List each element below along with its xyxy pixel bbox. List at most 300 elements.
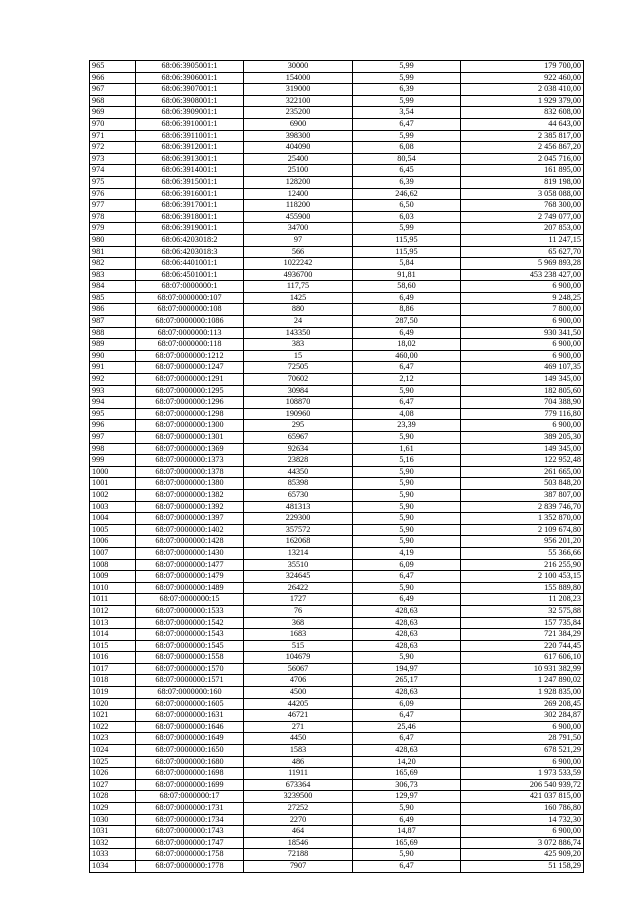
cadastral-number: 68:07:0000000:1430 [136, 547, 244, 559]
row-number: 987 [90, 316, 136, 328]
table-row [90, 443, 584, 455]
cadastral-number: 68:07:0000000:1571 [136, 675, 244, 687]
cadastral-number: 68:06:3907001:1 [136, 84, 244, 96]
table-row [90, 837, 584, 849]
rate-cell: 6,49 [353, 594, 461, 606]
value-cell: 387 807,00 [461, 489, 584, 501]
row-number: 986 [90, 304, 136, 316]
table-row [90, 432, 584, 444]
document-page [89, 60, 583, 873]
rate-cell: 6,49 [353, 814, 461, 826]
table-row [90, 142, 584, 154]
cadastral-number: 68:07:0000000:1212 [136, 350, 244, 362]
table-row [90, 200, 584, 212]
table-row [90, 258, 584, 270]
rate-cell: 115,95 [353, 246, 461, 258]
rate-cell: 80,54 [353, 153, 461, 165]
area-cell: 229300 [244, 513, 353, 525]
area-cell: 1425 [244, 292, 353, 304]
rate-cell: 6,39 [353, 176, 461, 188]
area-cell: 464 [244, 826, 353, 838]
value-cell: 956 201,20 [461, 536, 584, 548]
value-cell: 1 247 890,02 [461, 675, 584, 687]
value-cell: 832 608,00 [461, 107, 584, 119]
table-row [90, 130, 584, 142]
row-number: 998 [90, 443, 136, 455]
value-cell: 149 345,00 [461, 443, 584, 455]
cadastral-number: 68:07:0000000:1378 [136, 466, 244, 478]
rate-cell: 5,90 [353, 501, 461, 513]
cadastral-number: 68:07:0000000:1605 [136, 698, 244, 710]
area-cell: 85398 [244, 478, 353, 490]
rate-cell: 428,63 [353, 605, 461, 617]
rate-cell: 23,39 [353, 420, 461, 432]
rate-cell: 6,09 [353, 559, 461, 571]
value-cell: 160 786,80 [461, 803, 584, 815]
cadastral-number: 68:07:0000000:1298 [136, 408, 244, 420]
value-cell: 7 800,00 [461, 304, 584, 316]
table-row [90, 814, 584, 826]
table-row [90, 327, 584, 339]
table-row [90, 652, 584, 664]
rate-cell: 194,97 [353, 663, 461, 675]
row-number: 1025 [90, 756, 136, 768]
value-cell: 157 735,84 [461, 617, 584, 629]
row-number: 982 [90, 258, 136, 270]
value-cell: 6 900,00 [461, 350, 584, 362]
area-cell: 11911 [244, 768, 353, 780]
area-cell: 455900 [244, 211, 353, 223]
row-number: 996 [90, 420, 136, 432]
cadastral-number: 68:07:0000000:1369 [136, 443, 244, 455]
row-number: 1014 [90, 629, 136, 641]
cadastral-number: 68:07:0000000:1392 [136, 501, 244, 513]
value-cell: 6 900,00 [461, 756, 584, 768]
table-row [90, 466, 584, 478]
cadastral-number: 68:07:0000000:1778 [136, 860, 244, 872]
rate-cell: 6,47 [353, 362, 461, 374]
area-cell: 566 [244, 246, 353, 258]
table-row [90, 455, 584, 467]
area-cell: 15 [244, 350, 353, 362]
area-cell: 880 [244, 304, 353, 316]
table-row [90, 95, 584, 107]
value-cell: 5 969 893,28 [461, 258, 584, 270]
cadastral-number: 68:07:0000000:1650 [136, 745, 244, 757]
table-row [90, 768, 584, 780]
area-cell: 12400 [244, 188, 353, 200]
row-number: 1005 [90, 524, 136, 536]
cadastral-number: 68:07:0000000:1397 [136, 513, 244, 525]
row-number: 973 [90, 153, 136, 165]
table-row [90, 571, 584, 583]
row-number: 983 [90, 269, 136, 281]
value-cell: 1 929 379,00 [461, 95, 584, 107]
rate-cell: 5,90 [353, 652, 461, 664]
cadastral-number: 68:06:3917001:1 [136, 200, 244, 212]
table-row [90, 745, 584, 757]
area-cell: 118200 [244, 200, 353, 212]
row-number: 974 [90, 165, 136, 177]
value-cell: 51 158,29 [461, 860, 584, 872]
value-cell: 6 900,00 [461, 339, 584, 351]
area-cell: 56067 [244, 663, 353, 675]
cadastral-number: 68:07:0000000:1631 [136, 710, 244, 722]
value-cell: 819 198,00 [461, 176, 584, 188]
value-cell: 6 900,00 [461, 721, 584, 733]
area-cell: 1683 [244, 629, 353, 641]
area-cell: 319000 [244, 84, 353, 96]
table-row [90, 84, 584, 96]
row-number: 991 [90, 362, 136, 374]
area-cell: 162068 [244, 536, 353, 548]
row-number: 1007 [90, 547, 136, 559]
cadastral-number: 68:06:3905001:1 [136, 61, 244, 73]
rate-cell: 3,54 [353, 107, 461, 119]
value-cell: 2 100 453,15 [461, 571, 584, 583]
row-number: 1009 [90, 571, 136, 583]
cadastral-number: 68:07:0000000:1734 [136, 814, 244, 826]
table-row [90, 803, 584, 815]
cadastral-number: 68:07:0000000:1699 [136, 779, 244, 791]
value-cell: 9 248,25 [461, 292, 584, 304]
table-row [90, 663, 584, 675]
value-cell: 28 791,50 [461, 733, 584, 745]
cadastral-number: 68:06:3912001:1 [136, 142, 244, 154]
table-row [90, 350, 584, 362]
table-row [90, 188, 584, 200]
row-number: 965 [90, 61, 136, 73]
row-number: 969 [90, 107, 136, 119]
row-number: 1001 [90, 478, 136, 490]
cadastral-number: 68:07:0000000:108 [136, 304, 244, 316]
row-number: 988 [90, 327, 136, 339]
rate-cell: 5,90 [353, 385, 461, 397]
rate-cell: 6,47 [353, 118, 461, 130]
value-cell: 1 928 835,00 [461, 687, 584, 699]
rate-cell: 4,08 [353, 408, 461, 420]
value-cell: 302 284,87 [461, 710, 584, 722]
rate-cell: 428,63 [353, 640, 461, 652]
row-number: 1002 [90, 489, 136, 501]
rate-cell: 25,46 [353, 721, 461, 733]
area-cell: 368 [244, 617, 353, 629]
value-cell: 779 116,80 [461, 408, 584, 420]
area-cell: 4450 [244, 733, 353, 745]
table-row [90, 292, 584, 304]
area-cell: 235200 [244, 107, 353, 119]
row-number: 1027 [90, 779, 136, 791]
row-number: 968 [90, 95, 136, 107]
value-cell: 206 540 939,72 [461, 779, 584, 791]
value-cell: 1 352 870,00 [461, 513, 584, 525]
cadastral-number: 68:06:4203018:3 [136, 246, 244, 258]
row-number: 1018 [90, 675, 136, 687]
row-number: 997 [90, 432, 136, 444]
rate-cell: 1,61 [353, 443, 461, 455]
row-number: 995 [90, 408, 136, 420]
rate-cell: 460,00 [353, 350, 461, 362]
area-cell: 25100 [244, 165, 353, 177]
cadastral-number: 68:07:0000000:17 [136, 791, 244, 803]
cadastral-number: 68:07:0000000:1570 [136, 663, 244, 675]
row-number: 1024 [90, 745, 136, 757]
rate-cell: 5,90 [353, 513, 461, 525]
cadastral-number: 68:06:3915001:1 [136, 176, 244, 188]
area-cell: 143350 [244, 327, 353, 339]
row-number: 1008 [90, 559, 136, 571]
area-cell: 398300 [244, 130, 353, 142]
area-cell: 1583 [244, 745, 353, 757]
value-cell: 2 038 410,00 [461, 84, 584, 96]
row-number: 1022 [90, 721, 136, 733]
cadastral-number: 68:07:0000000:118 [136, 339, 244, 351]
cadastral-number: 68:06:4401001:1 [136, 258, 244, 270]
rate-cell: 428,63 [353, 687, 461, 699]
row-number: 1032 [90, 837, 136, 849]
row-number: 1020 [90, 698, 136, 710]
area-cell: 4706 [244, 675, 353, 687]
area-cell: 4500 [244, 687, 353, 699]
table-row [90, 269, 584, 281]
cadastral-number: 68:06:3914001:1 [136, 165, 244, 177]
table-row [90, 687, 584, 699]
rate-cell: 5,90 [353, 466, 461, 478]
row-number: 1031 [90, 826, 136, 838]
rate-cell: 6,39 [353, 84, 461, 96]
area-cell: 108870 [244, 397, 353, 409]
rate-cell: 5,84 [353, 258, 461, 270]
table-row [90, 617, 584, 629]
cadastral-number: 68:06:3906001:1 [136, 72, 244, 84]
row-number: 970 [90, 118, 136, 130]
row-number: 1029 [90, 803, 136, 815]
rate-cell: 428,63 [353, 629, 461, 641]
table-row [90, 849, 584, 861]
cadastral-number: 68:07:0000000:1296 [136, 397, 244, 409]
area-cell: 404090 [244, 142, 353, 154]
table-row [90, 594, 584, 606]
value-cell: 11 208,23 [461, 594, 584, 606]
area-cell: 23828 [244, 455, 353, 467]
row-number: 979 [90, 223, 136, 235]
area-cell: 25400 [244, 153, 353, 165]
rate-cell: 428,63 [353, 745, 461, 757]
row-number: 1028 [90, 791, 136, 803]
rate-cell: 4,19 [353, 547, 461, 559]
cadastral-number: 68:07:0000000:1558 [136, 652, 244, 664]
area-cell: 673364 [244, 779, 353, 791]
table-row [90, 374, 584, 386]
cadastral-number: 68:07:0000000:1402 [136, 524, 244, 536]
area-cell: 92634 [244, 443, 353, 455]
rate-cell: 115,95 [353, 234, 461, 246]
area-cell: 44350 [244, 466, 353, 478]
table-row [90, 316, 584, 328]
table-row [90, 640, 584, 652]
rate-cell: 5,90 [353, 478, 461, 490]
area-cell: 117,75 [244, 281, 353, 293]
rate-cell: 14,20 [353, 756, 461, 768]
cadastral-number: 68:07:0000000:1747 [136, 837, 244, 849]
value-cell: 269 208,45 [461, 698, 584, 710]
rate-cell: 6,47 [353, 860, 461, 872]
rate-cell: 428,63 [353, 617, 461, 629]
table-row [90, 72, 584, 84]
area-cell: 515 [244, 640, 353, 652]
area-cell: 1022242 [244, 258, 353, 270]
table-row [90, 385, 584, 397]
table-row [90, 281, 584, 293]
value-cell: 1 973 533,59 [461, 768, 584, 780]
row-number: 1003 [90, 501, 136, 513]
area-cell: 383 [244, 339, 353, 351]
cadastral-number: 68:07:0000000:113 [136, 327, 244, 339]
area-cell: 1727 [244, 594, 353, 606]
cadastral-number: 68:06:4203018:2 [136, 234, 244, 246]
table-row [90, 246, 584, 258]
rate-cell: 2,12 [353, 374, 461, 386]
value-cell: 155 889,80 [461, 582, 584, 594]
rate-cell: 6,45 [353, 165, 461, 177]
table-row [90, 176, 584, 188]
rate-cell: 91,81 [353, 269, 461, 281]
value-cell: 617 606,10 [461, 652, 584, 664]
rate-cell: 18,02 [353, 339, 461, 351]
area-cell: 46721 [244, 710, 353, 722]
table-row [90, 779, 584, 791]
row-number: 1010 [90, 582, 136, 594]
cadastral-number: 68:07:0000000:1373 [136, 455, 244, 467]
rate-cell: 8,86 [353, 304, 461, 316]
row-number: 975 [90, 176, 136, 188]
area-cell: 6900 [244, 118, 353, 130]
table-row [90, 223, 584, 235]
table-row [90, 710, 584, 722]
value-cell: 122 952,48 [461, 455, 584, 467]
table-row [90, 107, 584, 119]
area-cell: 481313 [244, 501, 353, 513]
cadastral-number: 68:07:0000000:1758 [136, 849, 244, 861]
value-cell: 261 665,00 [461, 466, 584, 478]
rate-cell: 14,87 [353, 826, 461, 838]
cadastral-number: 68:07:0000000:1477 [136, 559, 244, 571]
area-cell: 324645 [244, 571, 353, 583]
rate-cell: 6,47 [353, 710, 461, 722]
cadastral-number: 68:07:0000000:1698 [136, 768, 244, 780]
area-cell: 4936700 [244, 269, 353, 281]
table-row [90, 397, 584, 409]
cadastral-number: 68:07:0000000:1731 [136, 803, 244, 815]
rate-cell: 6,47 [353, 733, 461, 745]
rate-cell: 6,49 [353, 327, 461, 339]
row-number: 984 [90, 281, 136, 293]
cadastral-number: 68:07:0000000:1086 [136, 316, 244, 328]
table-row [90, 559, 584, 571]
cadastral-number: 68:07:0000000:1301 [136, 432, 244, 444]
cadastral-number: 68:07:0000000:1545 [136, 640, 244, 652]
cadastral-number: 68:07:0000000:1489 [136, 582, 244, 594]
value-cell: 721 384,29 [461, 629, 584, 641]
area-cell: 27252 [244, 803, 353, 815]
rate-cell: 6,08 [353, 142, 461, 154]
table-row [90, 61, 584, 73]
cadastral-number: 68:07:0000000:1479 [136, 571, 244, 583]
rate-cell: 6,09 [353, 698, 461, 710]
table-row [90, 420, 584, 432]
table-body [90, 61, 584, 873]
table-row [90, 234, 584, 246]
table-row [90, 478, 584, 490]
cadastral-number: 68:07:0000000:107 [136, 292, 244, 304]
cadastral-number: 68:06:3919001:1 [136, 223, 244, 235]
area-cell: 30984 [244, 385, 353, 397]
value-cell: 149 345,00 [461, 374, 584, 386]
rate-cell: 5,99 [353, 130, 461, 142]
rate-cell: 246,62 [353, 188, 461, 200]
cadastral-number: 68:07:0000000:1680 [136, 756, 244, 768]
rate-cell: 5,90 [353, 536, 461, 548]
value-cell: 2 109 674,80 [461, 524, 584, 536]
value-cell: 503 848,20 [461, 478, 584, 490]
cadastral-number: 68:07:0000000:1428 [136, 536, 244, 548]
cadastral-number: 68:06:3911001:1 [136, 130, 244, 142]
value-cell: 14 732,30 [461, 814, 584, 826]
value-cell: 453 238 427,00 [461, 269, 584, 281]
area-cell: 97 [244, 234, 353, 246]
cadastral-number: 68:07:0000000:1543 [136, 629, 244, 641]
area-cell: 65967 [244, 432, 353, 444]
table-row [90, 153, 584, 165]
row-number: 985 [90, 292, 136, 304]
area-cell: 65730 [244, 489, 353, 501]
rate-cell: 5,99 [353, 223, 461, 235]
table-row [90, 582, 584, 594]
cadastral-number: 68:07:0000000:1382 [136, 489, 244, 501]
rate-cell: 5,90 [353, 489, 461, 501]
table-row [90, 826, 584, 838]
value-cell: 678 521,29 [461, 745, 584, 757]
value-cell: 2 749 077,00 [461, 211, 584, 223]
value-cell: 3 058 088,00 [461, 188, 584, 200]
table-row [90, 536, 584, 548]
rate-cell: 129,97 [353, 791, 461, 803]
land-cadastral-table [89, 60, 584, 873]
rate-cell: 5,90 [353, 849, 461, 861]
area-cell: 72505 [244, 362, 353, 374]
value-cell: 6 900,00 [461, 826, 584, 838]
area-cell: 26422 [244, 582, 353, 594]
value-cell: 65 627,70 [461, 246, 584, 258]
row-number: 992 [90, 374, 136, 386]
rate-cell: 5,90 [353, 432, 461, 444]
cadastral-number: 68:06:3908001:1 [136, 95, 244, 107]
value-cell: 6 900,00 [461, 316, 584, 328]
cadastral-number: 68:07:0000000:1247 [136, 362, 244, 374]
table-row [90, 304, 584, 316]
row-number: 1019 [90, 687, 136, 699]
table-row [90, 547, 584, 559]
value-cell: 207 853,00 [461, 223, 584, 235]
value-cell: 161 895,00 [461, 165, 584, 177]
value-cell: 220 744,45 [461, 640, 584, 652]
rate-cell: 306,73 [353, 779, 461, 791]
row-number: 1000 [90, 466, 136, 478]
area-cell: 34700 [244, 223, 353, 235]
row-number: 976 [90, 188, 136, 200]
area-cell: 295 [244, 420, 353, 432]
rate-cell: 5,99 [353, 95, 461, 107]
